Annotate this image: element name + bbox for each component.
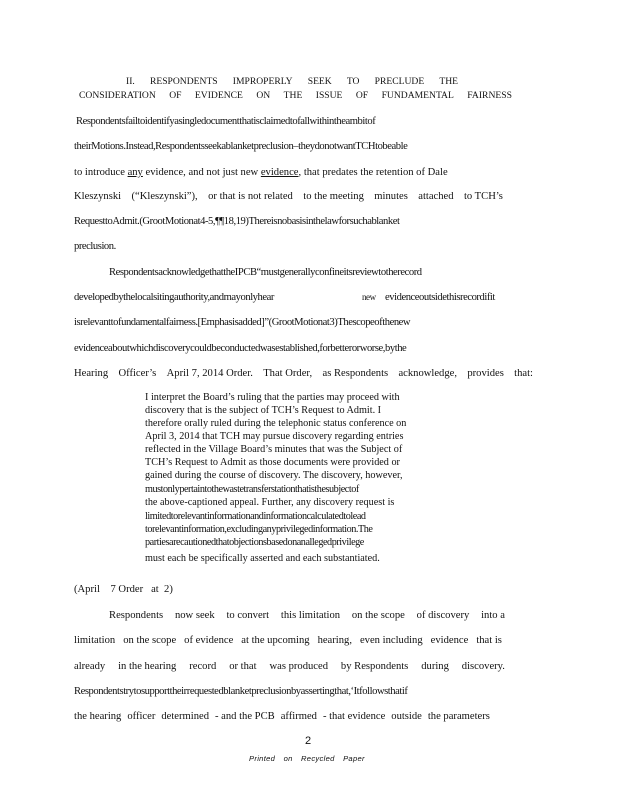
para2-line-5: Hearing Officer’s April 7, 2014 Order. That Order, as Respondents acknowledge, provides that: [74, 368, 533, 379]
blockquote-line: TCH’s Request to Admit as those documents were provided or [145, 457, 400, 468]
heading-word: ON [256, 90, 271, 101]
blockquote-line: must each be specifically asserted and each substantiated. [145, 553, 380, 564]
para1-line-4: Kleszynski (“Kleszynski”), or that is not related to the meeting minutes attached to TCH’s [74, 191, 503, 202]
blockquote-line: gained during the course of discovery. The discovery, however, [145, 470, 403, 481]
blockquote-line: April 3, 2014 that TCH may pursue discovery regarding entries [145, 431, 404, 442]
blockquote-line: mustonlypertaintothewastetransferstationthatisthesubjectof [145, 484, 359, 495]
heading-word: PRECLUDE [374, 76, 425, 87]
para3-line-3: already in the hearing record or that was produced by Respondents during discovery. [74, 661, 505, 672]
heading-word: II. [126, 76, 135, 87]
heading-word: OF [355, 90, 369, 101]
para3-line-2: limitation on the scope of evidence at the upcoming hearing, even including evidence that is [74, 635, 502, 646]
heading-word: ISSUE [315, 90, 343, 101]
para3-line-4: Respondentstrytosupporttheirrequestedblanketpreclusionbyassertingthat,‘Itfollowsthatif [74, 686, 408, 697]
blockquote-line: partiesarecautionedthatobjectionsbasedonanallegedprivilege [145, 537, 364, 548]
citation: (April 7 Order at 2) [74, 584, 173, 595]
heading-word: RESPONDENTS [149, 76, 218, 87]
para1-line-2: theirMotions.Instead,Respondentsseekablanketpreclusion–theydonotwantTCHtobeable [74, 141, 408, 152]
heading-word: FAIRNESS [467, 90, 512, 101]
heading-word: IMPROPERLY [232, 76, 293, 87]
heading-word: OF [169, 90, 182, 101]
blockquote-line: discovery that is the subject of TCH’s Request to Admit. I [145, 405, 382, 416]
para1-line-1: Respondentsfailtoidentifyasingledocumentthatisclaimedtofallwithintheambitof [76, 116, 376, 127]
underlined-any: any [127, 167, 143, 178]
blockquote-line: torelevantinformation,excludinganyprivilegedinformation.The [145, 524, 373, 535]
para3-line-1: Respondents now seek to convert this limitation on the scope of discovery into a [109, 610, 505, 621]
recycled-paper-footer: Printed on Recycled Paper [249, 754, 365, 763]
blockquote-line: limitedtorelevantinformationandinformationcalculatedtolead [145, 511, 366, 522]
para3-line-5: the hearing officer determined - and the PCB affirmed - that evidence outside the parameters [74, 711, 490, 722]
underlined-evidence: evidence [260, 167, 299, 178]
para1-line-5: RequesttoAdmit.(GrootMotionat4-5,¶¶18,19)Thereisnobasisinthelawforsuchablanket [74, 216, 400, 227]
para2-line-4: evidenceaboutwhichdiscoverycouldbeconductedwasestablished,forbetterorworse,bythe [74, 343, 407, 354]
heading-word: THE [439, 76, 458, 87]
para1-line-6: preclusion. [74, 241, 116, 252]
blockquote-line: therefore orally ruled during the telephonic status conference on [145, 418, 407, 429]
para2-line-1: RespondentsacknowledgethattheIPCB“mustgenerallyconfineitsreviewtotherecord [109, 267, 422, 278]
section-heading-line-1 [126, 75, 458, 88]
section-heading-line-2 [79, 89, 512, 102]
heading-word: SEEK [307, 76, 332, 87]
blockquote-line: reflected in the Village Board’s minutes that was the Subject of [145, 444, 403, 455]
blockquote-line: the above-captioned appeal. Further, any discovery request is [145, 497, 395, 508]
para2-line-3: isrelevanttofundamentalfairness.[Emphasisadded]”(GrootMotionat3)Thescopeofthenew [74, 317, 411, 328]
para1-line-3: to introduce any evidence, and not just new evidence, that predates the retention of Dale [74, 167, 448, 178]
heading-word: THE [283, 90, 303, 101]
heading-word: CONSIDERATION [79, 90, 156, 101]
heading-word: TO [346, 76, 360, 87]
page-number: 2 [305, 735, 312, 747]
para2-line-2: developedbythelocalsitingauthority,andmayonlyhear new evidenceoutsidethisrecordifit [74, 292, 495, 303]
blockquote-line: I interpret the Board’s ruling that the parties may proceed with [145, 392, 400, 403]
heading-word: FUNDAMENTAL [381, 90, 454, 101]
heading-word: EVIDENCE [194, 90, 243, 101]
